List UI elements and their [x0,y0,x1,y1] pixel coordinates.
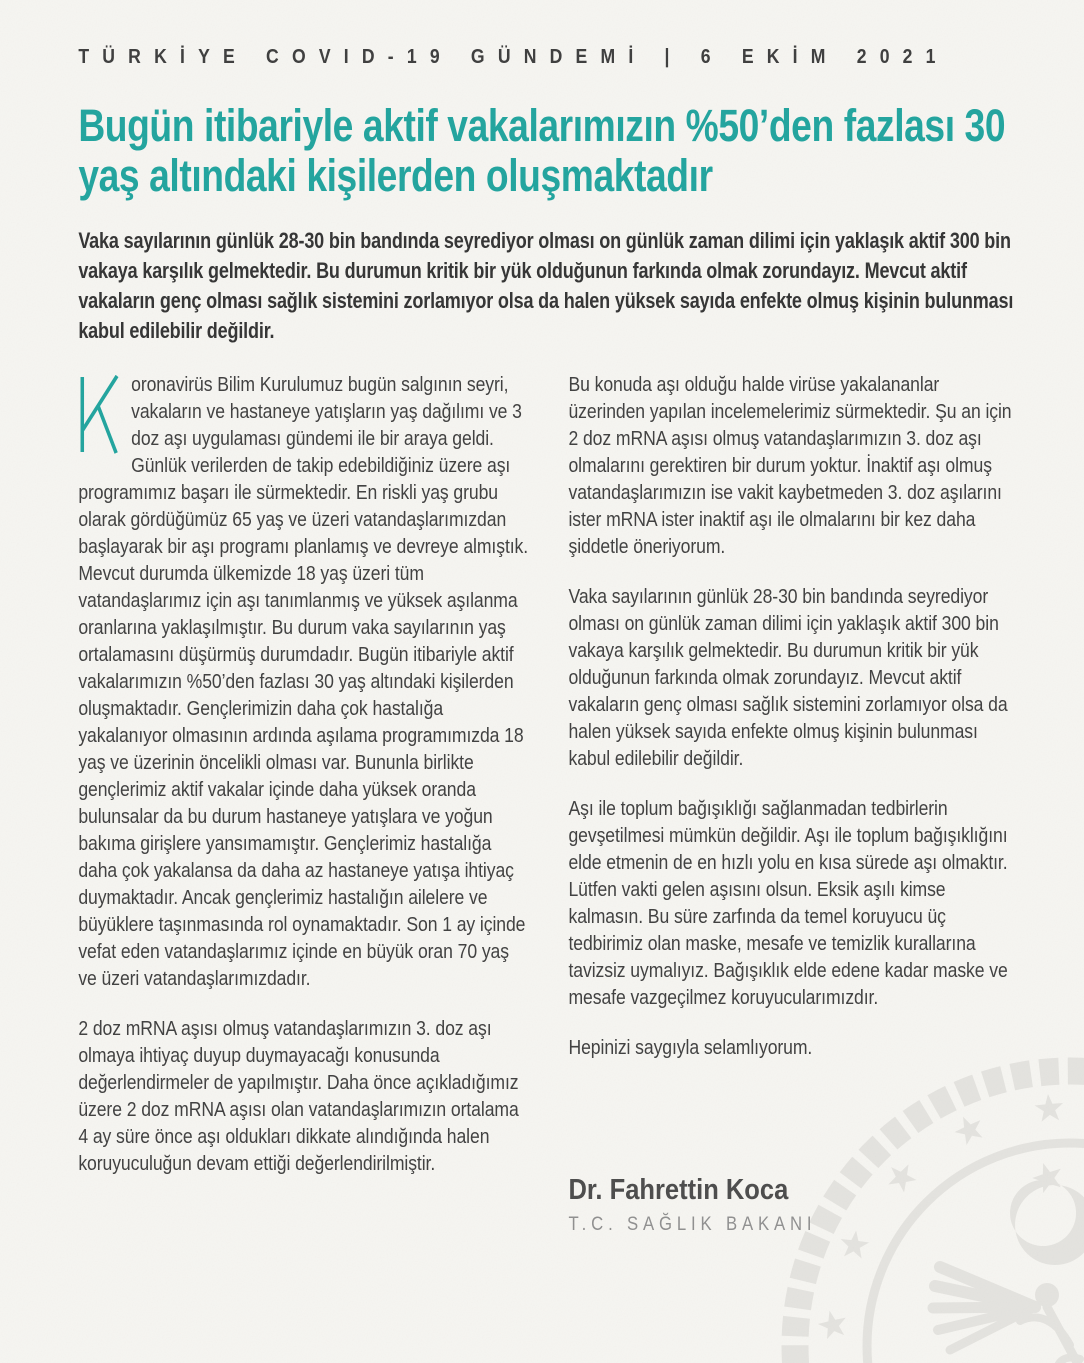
column-left [78,372,529,1236]
dropcap-k-icon [78,375,118,454]
signature-name: Dr. Fahrettin Koca [568,1174,789,1206]
paragraph [78,372,529,993]
column-right [568,372,1019,1236]
paragraph: Vaka sayılarının günlük 28-30 bin bandında seyrediyor olması on günlük zaman dilimi için yaklaşık aktif 300 bin vakaya karşılık gelmektedir. Bu durumun kritik bir yük olduğunun farkında olmak zorundayız. Mevcut aktif vakaların genç olması sağlık sistemini zorlamıyor olsa da halen yüksek sayıda enfekte olmuş kişinin bulunması kabul edilebilir değildir. [568,586,1008,770]
signature-title: T.C. SAĞLIK BAKANI [568,1214,817,1235]
paragraph: Aşı ile toplum bağışıklığı sağlanmadan tedbirlerin gevşetilmesi mümkün değildir. Aşı ile toplum bağışıklığını elde etmenin de en hızlı yolu en kısa sürede aşı olmaktır. Lütfen vakti gelen aşısını olsun. Eksik aşılı kimse kalmasın. Bu süre zarfında da temel koruyucu üç tedbirimiz olan maske, mesafe ve temizlik kurallarına tavizsiz uymalıyız. Bağışıklık elde edene kadar maske ve mesafe vazgeçilmez koruyucularımızdır. [568,798,1008,1009]
body-columns [78,372,1020,1236]
paragraph: Bu konuda aşı olduğu halde virüse yakalananlar üzerinden yapılan incelemelerimiz sürmektedir. Şu an için 2 doz mRNA aşısı olmuş vatandaşlarımızın 3. doz aşı olmalarını gerektiren bir durum yoktur. İnaktif aşı olmuş vatandaşlarımızın ise vakit kaybetmeden 3. doz aşılarını ister mRNA ister inaktif aşı ile olmalarını bir kez daha şiddetle öneriyorum. [568,374,1012,558]
closing-line: Hepinizi saygıyla selamlıyorum. [568,1037,813,1059]
page-title: Bugün itibariyle aktif vakalarımızın %50’den fazlası 30 yaş altındaki kişilerden oluşmaktadır [78,100,1006,201]
paragraph: 2 doz mRNA aşısı olmuş vatandaşlarımızın 3. doz aşı olmaya ihtiyaç duyup duymayacağı konusunda değerlendirmeler de yapılmıştır. Daha önce açıkladığımız üzere 2 doz mRNA aşısı olan vatandaşlarımızın ortalama 4 ay süre önce aşı oldukları dikkate alındığında halen koruyuculuğun devam ettiği değerlendirilmiştir. [78,1018,519,1175]
intro-paragraph: Vaka sayılarının günlük 28-30 bin bandında seyrediyor olması on günlük zaman dilimi için yaklaşık aktif 300 bin vakaya karşılık gelmektedir. Bu durumun kritik bir yük olduğunun farkında olmak zorundayız. Mevcut aktif vakaların genç olması sağlık sistemini zorlamıyor olsa da halen yüksek sayıda enfekte olmuş kişinin bulunması kabul edilebilir değildir. [78,228,1014,343]
paragraph-text: oronavirüs Bilim Kurulumuz bugün salgının seyri, vakaların ve hastaneye yatışların yaş dağılımı ve 3 doz aşı uygulaması gündemi ile bir araya geldi. Günlük verilerden de takip edebildiğiniz üzere aşı programımız başarı ile sürmektedir. En riskli yaş grubu olarak gördüğümüz 65 yaş ve üzeri vatandaşlarımızdan başlayarak bir aşı programı planlamış ve devreye almıştık. Mevcut durumda ülkemizde 18 yaş üzeri tüm vatandaşlarımız için aşı tanımlanmış ve yüksek aşılanma oranlarına yaklaşılmıştır. Bu durum vaka sayılarının yaş ortalamasını düşürmüş durumdadır. Bugün itibariyle aktif vakalarımızın %50’den fazlası 30 yaş altındaki kişilerden oluşmaktadır. Gençlerimizin daha çok hastalığa yakalanıyor olmasının ardında aşılama programımızda 18 yaş ve üzerinin öncelikli olması var. Bununla birlikte gençlerimiz aktif vakalar içinde daha yüksek oranda bulunsalar da bu durum hastaneye yatışlara ve yoğun bakıma girişlere yansımamıştır. Gençlerimiz hastalığa daha çok yakalansa da daha az hastaneye yatışa ihtiyaç duymaktadır. Ancak gençlerimiz hastalığın ailelere ve büyüklere taşınmasında rol oynamaktadır. Son 1 ay içinde vefat eden vatandaşlarımız içinde en büyük oran 70 yaş ve üzeri vatandaşlarımızdadır. [78,374,529,990]
kicker: TÜRKİYE COVID-19 GÜNDEMİ | 6 EKİM 2021 [78,46,949,68]
signature-block [568,1174,1019,1236]
